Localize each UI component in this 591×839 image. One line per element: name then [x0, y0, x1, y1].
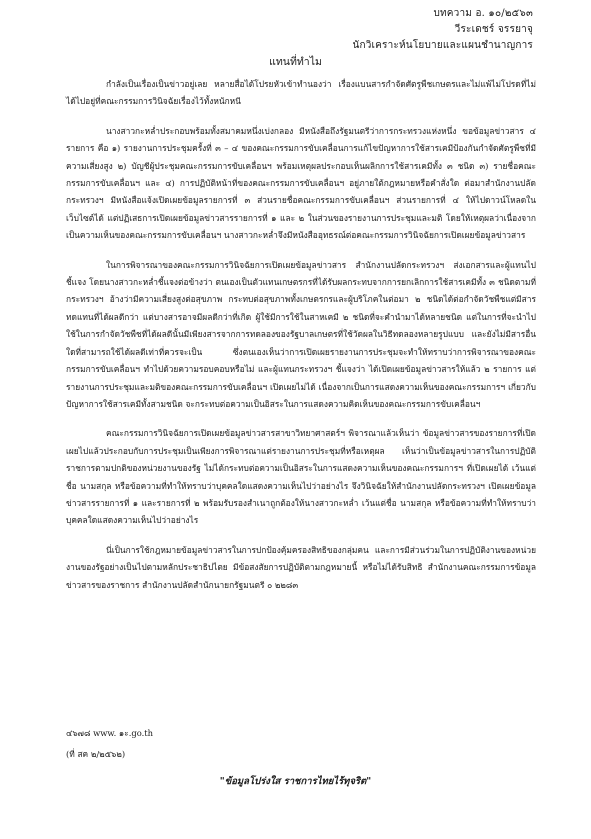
author-name: วีระเดชร์ จรรยาจุ — [454, 24, 533, 35]
page-title: แทนที่ทำไม — [269, 56, 322, 68]
document-header — [0, 0, 591, 50]
paragraph-decision: คณะกรรมการวินิจฉัยการเปิดเผยข้อมูลข่าวสารสาขาวิทยาศาสตร์ฯ พิจารณาแล้วเห็นว่า ข้อมูลข่าวสารของรายการที่เปิดเผยไปแล้วประกอบกับการประชุมเป็นเพียงการพิจารณาแต่รายงานการประชุมที่หรือเหตุผล เห็นว่าเป็นข้อมูลข่าวสารในการปฏิบัติราชการตามปกติของหน่วยงานของรัฐ ไม่ได้กระทบต่อความเป็นอิสระในการแสดงความเห็นของคณะกรรมการฯ ที่เปิดเผยได้ เว้นแต่ชื่อ นามสกุล หรือข้อความที่ทำให้ทราบว่าบุคคลใดแสดงความเห็นไปว่าอย่างไร จึงวินิจฉัยให้สำนักงานปลัดกระทรวงฯ เปิดเผยข้อมูลข่าวสารรายการที่ ๑ และรายการที่ ๒ พร้อมรับรองสำเนาถูกต้องให้นางสาวกะหล่ำ เว้นแต่ชื่อ นามสกุล หรือข้อความที่ทำให้ทราบว่าบุคคลใดแสดงความเห็นไปว่าอย่างไร — [66, 428, 536, 526]
document-body — [66, 76, 536, 606]
paragraph-hearing: ในการพิจารณาของคณะกรรมการวินิจฉัยการเปิดเผยข้อมูลข่าวสาร สำนักงานปลัดกระทรวงฯ ส่งเอกสารและผู้แทนไปชี้แจง โดยนางสาวกะหล่ำชี้แจงต่อข้างว่า ตนเองเป็นตัวแทนเกษตรกรที่ได้รับผลกระทบจากการยกเลิกการใช้สารเคมีทั้ง ๓ ชนิดตามที่กระทรวงฯ อ้างว่ามีความเสี่ยงสูงต่อสุขภาพ กระทบต่อสุขภาพทั้งเกษตรกรและผู้บริโภคในต่อมา ๒ ชนิดได้ต่อกำจัดวัชพืชแต่มีสารทดแทนที่ได้ผลดีกว่า แต่บางสารอาจมีผลดีกว่าที่เกิด ผู้ใช้มีการใช้ในสาหเคมี ๒ ชนิดที่จะคำนำมาได้หลายชนิด แต่ในการที่จะนำไปใช้ในการกำจัดวัชพืชที่ได้ผลดีนั้นมีเพียงสารจากการทดลองของรัฐบาลเกษตรที่ใช้วัดผลในวิธีทดลองหลายรูปแบบ และยังไม่มีสารอื่นใดที่สามารถใช้ได้ผลดีเท่าที่ควรจะเป็น ซึ่งตนเองเห็นว่าการเปิดเผยรายงานการประชุมจะทำให้ทราบว่าการพิจารณาของคณะกรรมการขับเคลื่อนฯ ทำไปด้วยความรอบคอบหรือไม่ และผู้แทนกระทรวงฯ ชี้แจงว่า ได้เปิดเผยข้อมูลข่าวสารให้แล้ว ๒ รายการ แต่รายงานการประชุมและมติของคณะกรรมการขับเคลื่อนฯ เปิดเผยไม่ได้ เนื่องจากเป็นการแสดงความเห็นของคณะกรรมการฯ เกี่ยวกับปัญหาการใช้สารเคมีทั้งสามชนิด จะกระทบต่อความเป็นอิสระในการแสดงความคิดเห็นของคณะกรรมการขับเคลื่อนฯ — [66, 259, 536, 409]
reference-number: บทความ อ. ๑๐/๒๕๖๓ — [433, 8, 533, 19]
author-title: นักวิเคราะห์นโยบายและแผนชำนาญการ — [352, 40, 533, 51]
paragraph-intro: กำลังเป็นเรื่องเป็นข่าวอยู่เลย หลายสื่อได้โปรยหัวเข้าทำนองว่า เรื่องแบนสารกำจัดศัตรูพืชเกษตรและไม่แพ้ไม่โปรดที่ไม่ได้ไปอยู่ที่คณะกรรมการวินิจฉัยเรื่องไว้ทั้งหนักหนี — [66, 79, 536, 107]
paragraph-case-background: นางสาวกะหล่ำประกอบพร้อมทั้งสมาคมหนึ่งเบ่งกลอง มีหนังสือถึงรัฐมนตรีว่าการกระทรวงแห่งหนึ่ง ขอข้อมูลข่าวสาร ๔ รายการ คือ ๑) รายงานการประชุมครั้งที่ ๓ – ๔ ของคณะกรรมการขับเคลื่อนการแก้ไขปัญหาการใช้สารเคมีป้องกันกำจัดศัตรูพืชที่มีความเสี่ยงสูง ๒) บัญชีผู้ประชุมคณะกรรมการขับเคลื่อนฯ พร้อมเหตุผลประกอบเห็นผลิกการใช้สารเคมีทั้ง ๓ ชนิด ๓) รายชื่อคณะกรรมการขับเคลื่อนฯ และ ๔) การปฏิบัติหน้าที่ของคณะกรรมการขับเคลื่อนฯ อยู่ภายใต้กฎหมายหรือคำสั่งใด ต่อมาสำนักงานปลัดกระทรวงฯ มีหนังสือแจ้งเปิดเผยข้อมูลรายการที่ ๓ ส่วนรายชื่อคณะกรรมการขับเคลื่อนฯ ส่วนรายการที่ ๔ ให้ไปดาวน์โหลดในเว็บไซต์ได้ แต่ปฏิเสธการเปิดเผยข้อมูลข่าวสารรายการที่ ๑ และ ๒ ในส่วนของรายงานการประชุมและมติ โดยให้เหตุผลว่าเนื่องจากเป็นความเห็นของคณะกรรมการขับเคลื่อนฯ นางสาวกะหล่ำจึงมีหนังสืออุทธรณ์ต่อคณะกรรมการวินิจฉัยการเปิดเผยข้อมูลข่าวสาร — [66, 125, 536, 241]
reference-code: (ที่ สค ๒/๒๕๖๒) — [66, 749, 126, 759]
contact-line: ๔๖๗๘ www. ๑ะ.go.th — [66, 728, 154, 738]
slogan: "ข้อมูลโปร่งใส ราชการไทยไร้ทุจริต" — [219, 776, 372, 787]
paragraph-conclusion: นี่เป็นการใช้กฎหมายข้อมูลข่าวสารในการปกป้องคุ้มครองสิทธิของกลุ่มคน และการมีส่วนร่วมในการปฏิบัติงานของหน่วยงานของรัฐอย่างเป็นไปตามหลักประชาธิปไตย มีข้อสงสัยการปฏิบัติตามกฎหมายนี้ หรือไม่ได้รับสิทธิ สำนักงานคณะกรรมการข้อมูลข่าวสารของราชการ สำนักงานปลัดสำนักนายกรัฐมนตรี ๐ ๒๒๘๓ — [66, 544, 536, 590]
